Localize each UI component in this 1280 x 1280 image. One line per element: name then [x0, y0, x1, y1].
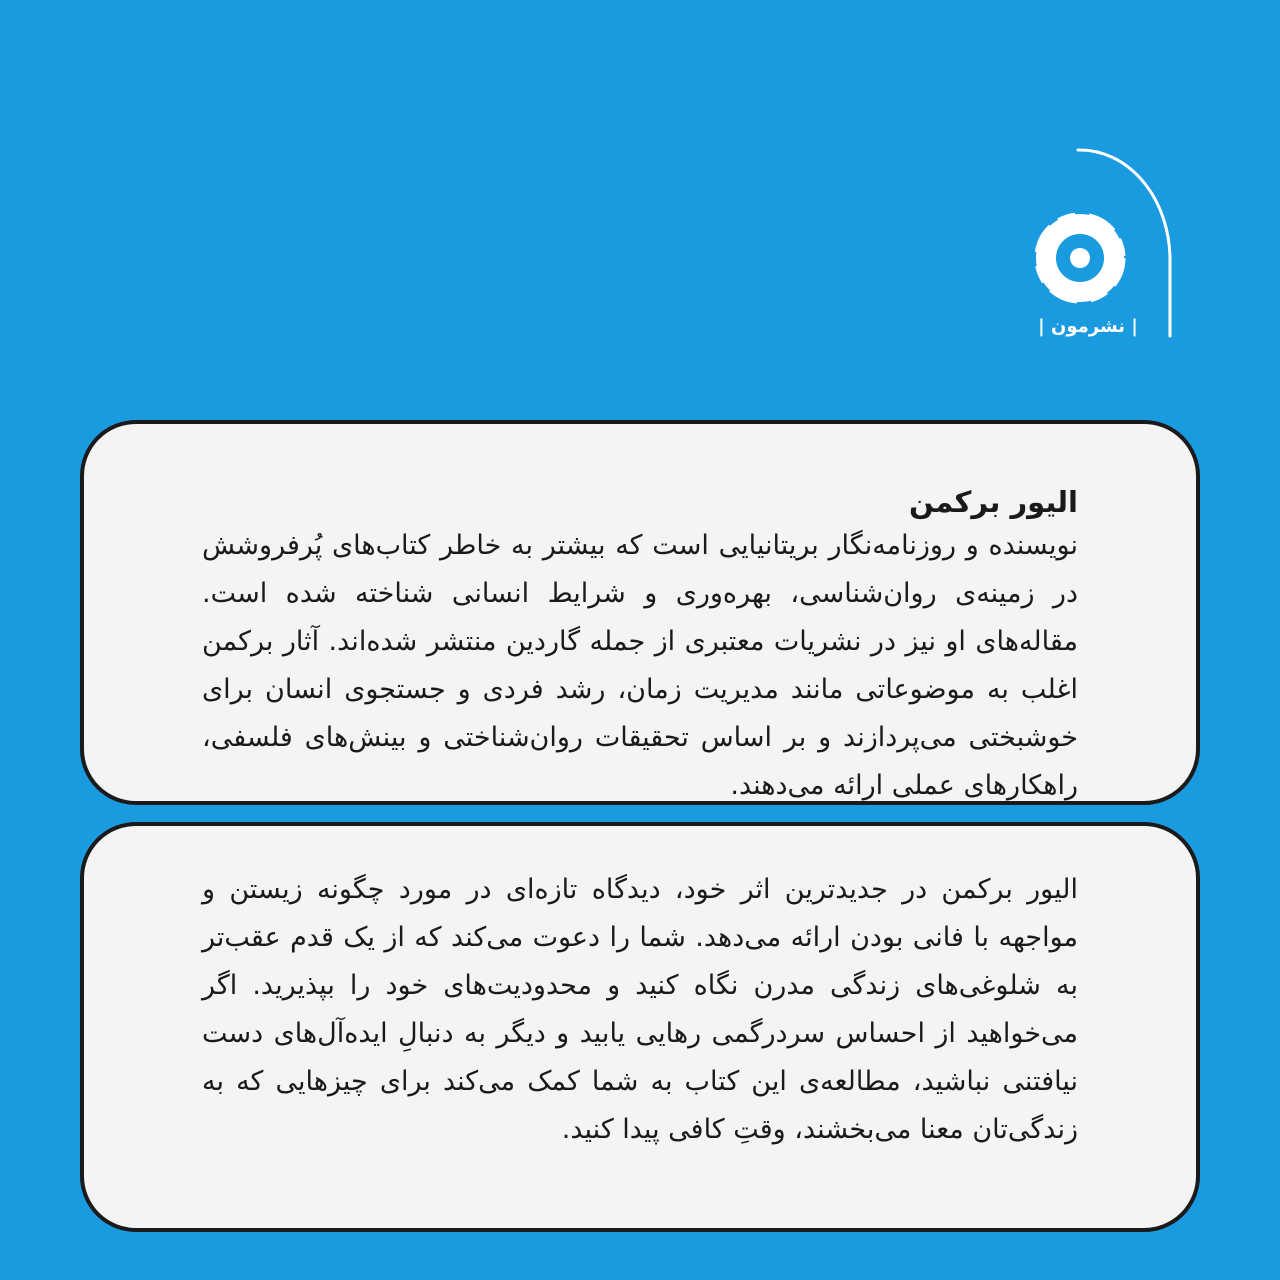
book-description-card: [80, 822, 1200, 1232]
publisher-name: | نشرمون |: [1038, 316, 1138, 337]
publisher-logo: [1030, 140, 1180, 350]
book-description-text: الیور برکمن در جدیدترین اثر خود، دیدگاه تازه‌ای در مورد چگونه زیستن و مواجهه با فانی بودن ارائه می‌دهد. شما را دعوت می‌کند که از یک قدم عقب‌تر به شلوغی‌های زندگی مدرن نگاه کنید و محدودیت‌های خود را بپذیرید. اگر می‌خواهید از احساس سردرگمی رهایی یابید و دیگر به دنبالِ ایده‌آل‌های دست نیافتنی نباشید، مطالعه‌ی این کتاب به شما کمک می‌کند برای چیزهایی که به زندگی‌تان معنا می‌بخشند، وقتِ کافی پیدا کنید.: [202, 874, 1078, 1145]
author-bio-card: [80, 420, 1200, 805]
author-name: الیور برکمن: [909, 485, 1078, 519]
author-bio-text: نویسنده و روزنامه‌نگار بریتانیایی است که بیشتر به خاطر کتاب‌های پُرفروشش در زمینه‌ی روان‌شناسی، بهره‌وری و شرایط انسانی شناخته شده است. مقاله‌های او نیز در نشریات معتبری از جمله گاردین منتشر شده‌اند. آثار برکمن اغلب به موضوعاتی مانند مدیریت زمان، رشد فردی و جستجوی انسان برای خوشبختی می‌پردازند و بر اساس تحقیقات روان‌شناختی و بینش‌های فلسفی، راهکارهای عملی ارائه می‌دهند.: [202, 530, 1078, 801]
